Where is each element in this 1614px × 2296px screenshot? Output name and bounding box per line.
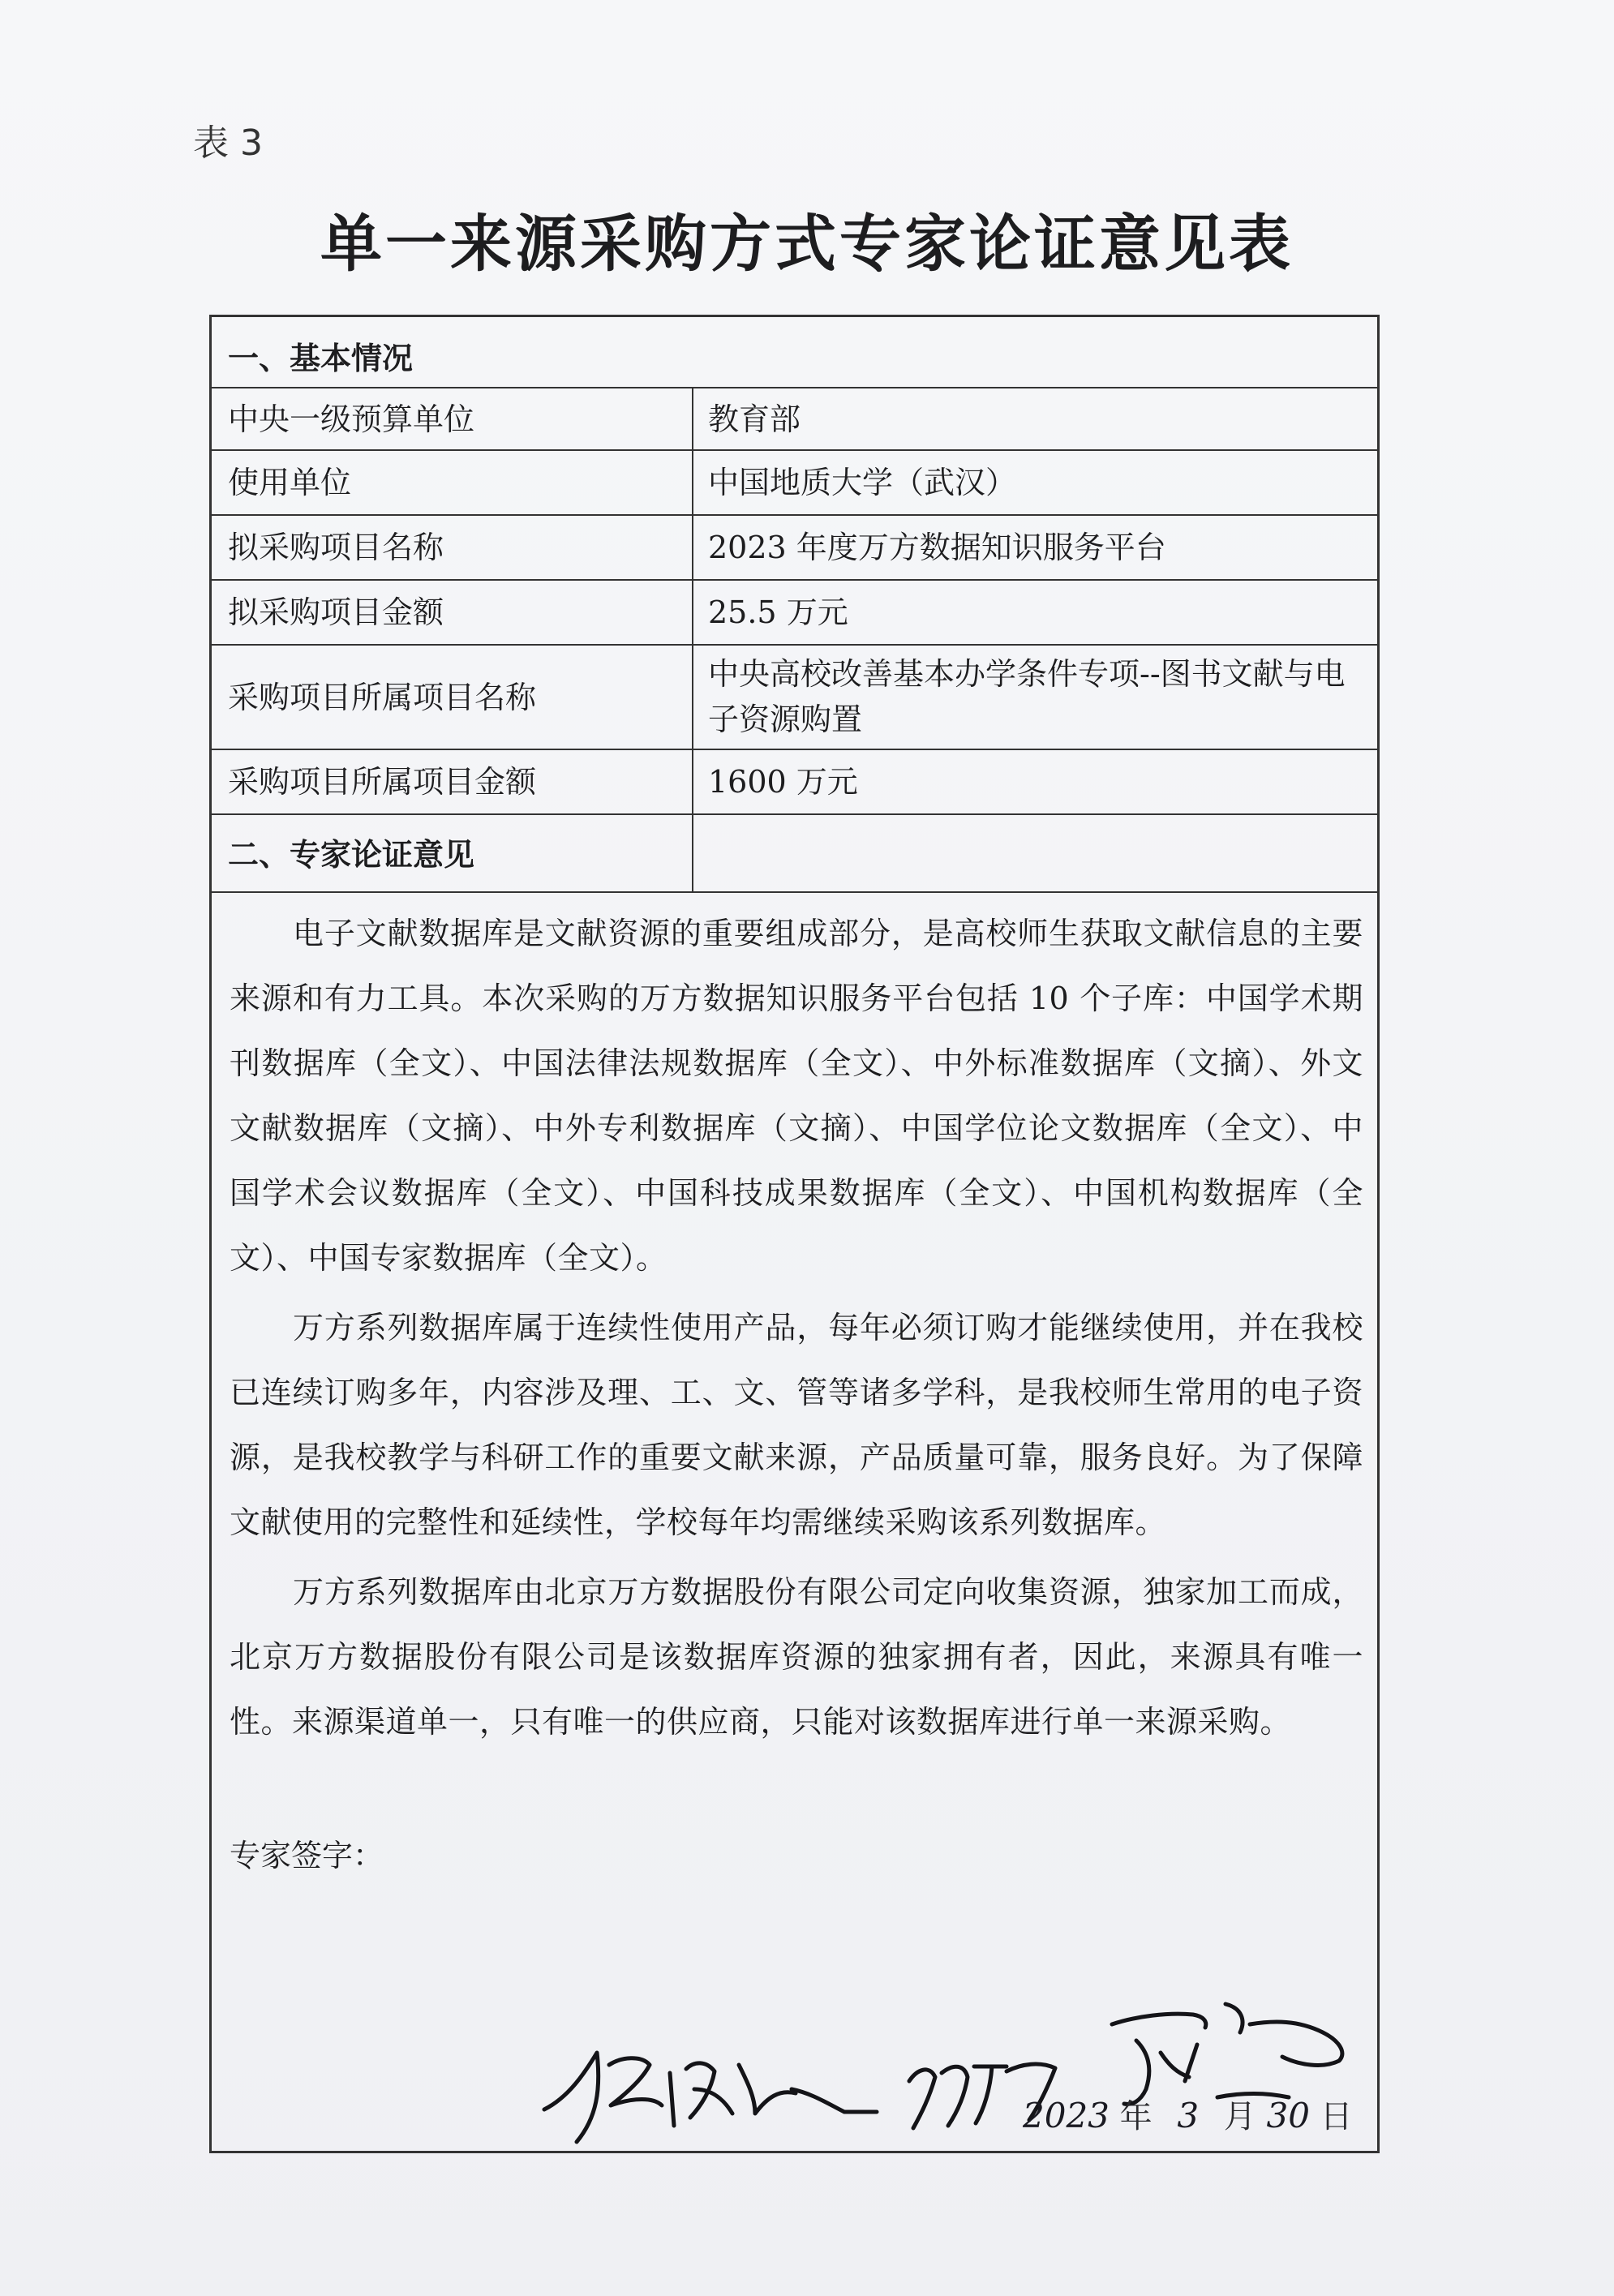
- expert-opinion-heading: 二、专家论证意见: [228, 837, 475, 873]
- row-divider: [212, 813, 1377, 815]
- expert-opinion-body: [230, 901, 1363, 1759]
- document-title: 单一来源采购方式专家论证意见表: [320, 208, 1294, 280]
- row-label-parent-project-name: 采购项目所属项目名称: [228, 679, 537, 715]
- date-day-unit: 日: [1320, 2098, 1353, 2135]
- row-value-parent-project-name: 中央高校改善基本办学条件专项--图书文献与电子资源购置: [708, 656, 1346, 737]
- date-month-unit: 月: [1223, 2098, 1256, 2135]
- date-day: 30: [1266, 2096, 1310, 2135]
- opinion-paragraph: 万方系列数据库由北京万方数据股份有限公司定向收集资源，独家加工而成，北京万方数据股份有限公司是该数据库资源的独家拥有者，因此，来源具有唯一性。来源渠道单一，只有唯一的供应商，只能对该数据库进行单一来源采购。: [230, 1574, 1363, 1740]
- row-label-parent-project-amount: 采购项目所属项目金额: [228, 764, 537, 800]
- signature-label: 专家签字：: [230, 1838, 384, 1873]
- column-divider: [692, 387, 693, 891]
- date-year-unit: 年: [1119, 2098, 1153, 2135]
- row-value-parent-project-amount: 1600 万元: [708, 764, 858, 800]
- row-value-user-unit: 中国地质大学（武汉）: [708, 465, 1017, 500]
- signature-date: [1023, 2091, 1353, 2137]
- form-table: [209, 315, 1380, 2153]
- row-value-project-amount: 25.5 万元: [708, 594, 848, 630]
- date-month: 3: [1177, 2096, 1200, 2135]
- row-label-budget-unit: 中央一级预算单位: [228, 401, 475, 437]
- opinion-paragraph: 电子文献数据库是文献资源的重要组成部分，是高校师生获取文献信息的主要来源和有力工具。本次采购的万方数据知识服务平台包括 10 个子库：中国学术期刊数据库（全文）、中国法律法规数据库（全文）、中外标准数据库（文摘）、外文文献数据库（文摘）、中外专利数据库（文摘）、中国学位论文数据库（全文）、中国学术会议数据库（全文）、中国科技成果数据库（全文）、中国机构数据库（全文）、中国专家数据库（全文）。: [230, 916, 1363, 1276]
- opinion-paragraph: 万方系列数据库属于连续性使用产品，每年必须订购才能继续使用，并在我校已连续订购多年，内容涉及理、工、文、管等诸多学科，是我校师生常用的电子资源，是我校教学与科研工作的重要文献来源，产品质量可靠，服务良好。为了保障文献使用的完整性和延续性，学校每年均需继续采购该系列数据库。: [230, 1310, 1363, 1540]
- row-value-budget-unit: 教育部: [708, 401, 801, 437]
- row-value-project-name: 2023 年度万方数据知识服务平台: [708, 530, 1166, 565]
- table-number: 表 3: [193, 122, 263, 164]
- row-label-project-name: 拟采购项目名称: [228, 530, 444, 565]
- row-label-project-amount: 拟采购项目金额: [228, 594, 444, 630]
- date-year: 2023: [1023, 2096, 1110, 2135]
- row-divider: [212, 891, 1377, 893]
- row-label-user-unit: 使用单位: [228, 465, 352, 500]
- basic-info-heading: 一、基本情况: [228, 341, 414, 376]
